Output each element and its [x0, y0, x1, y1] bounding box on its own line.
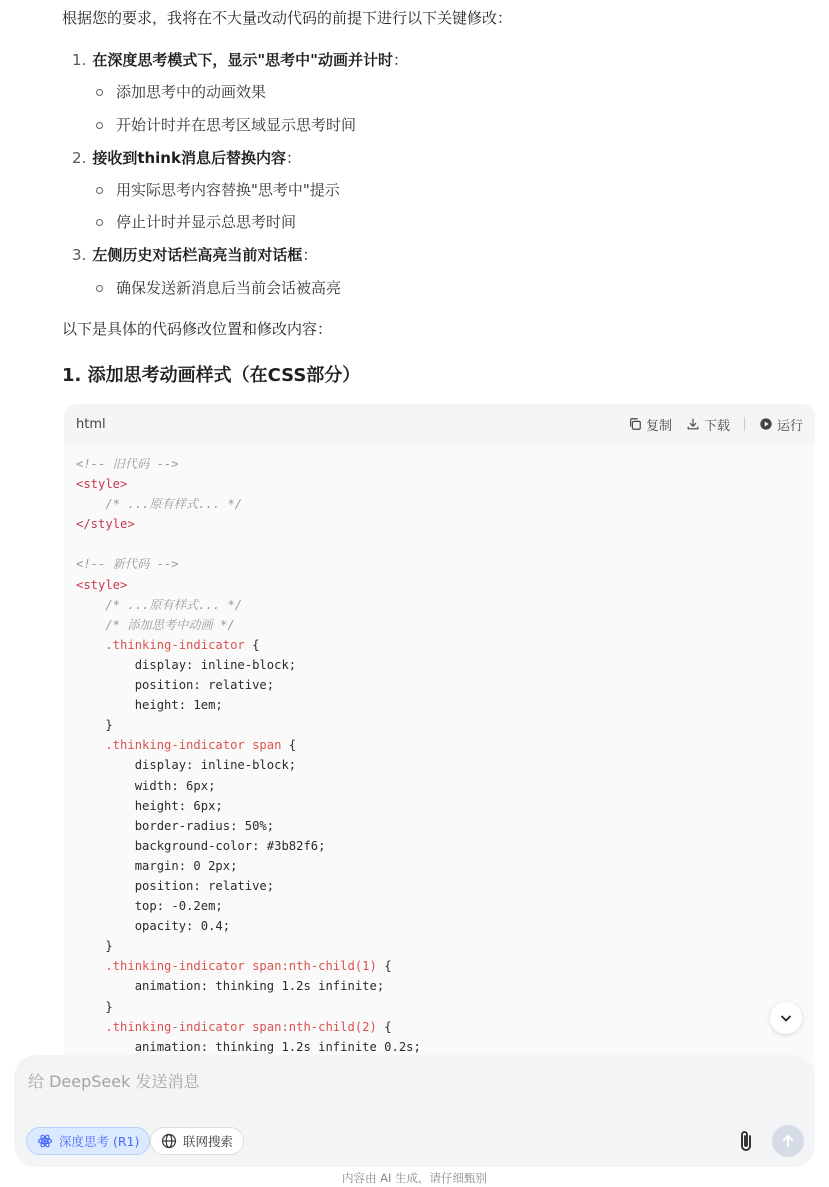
bullet-dot [96, 187, 103, 194]
code-toolbar [628, 415, 803, 434]
run-button[interactable] [759, 415, 803, 434]
paperclip-icon [736, 1129, 756, 1153]
list-number: 3. [72, 246, 87, 264]
arrow-up-icon [780, 1133, 796, 1149]
code-line: animation: thinking 1.2s infinite 0.2s; [76, 1039, 421, 1054]
list-item-1 [72, 50, 408, 70]
copy-label: 复制 [645, 418, 672, 434]
code-line: } [76, 939, 113, 954]
list-number: 2. [72, 149, 87, 167]
list-suffix: ： [285, 149, 301, 167]
code-line [76, 534, 803, 554]
code-line: height: 1em; [76, 698, 223, 713]
bullet-text: 开始计时并在思考区域显示思考时间 [116, 116, 357, 134]
code-line: } [76, 718, 113, 733]
code-line: height: 6px; [76, 798, 223, 813]
code-line: animation: thinking 1.2s infinite; [76, 979, 385, 994]
bullet-text: 添加思考中的动画效果 [116, 83, 267, 101]
code-line: /* 添加思考中动画 */ [76, 617, 235, 632]
followup-text: 以下是具体的代码修改位置和修改内容： [62, 320, 333, 338]
run-label: 运行 [776, 418, 803, 434]
web-search-label: 联网搜索 [183, 1134, 234, 1149]
code-content [64, 444, 815, 1057]
globe-icon [161, 1133, 177, 1149]
code-line: /* ...原有样式... */ [76, 497, 243, 512]
code-header [64, 404, 815, 444]
code-line: } [76, 999, 113, 1014]
code-line: position: relative; [76, 878, 275, 893]
section-heading: 1. 添加思考动画样式（在CSS部分） [62, 365, 361, 386]
bullet-item [96, 115, 356, 135]
code-line: .thinking-indicator span:nth-child(2) { [76, 1019, 392, 1034]
code-line: width: 6px; [76, 778, 216, 793]
atom-icon [37, 1133, 53, 1149]
message-composer [14, 1055, 815, 1167]
code-line: display: inline-block; [76, 758, 297, 773]
code-line: .thinking-indicator span:nth-child(1) { [76, 959, 392, 974]
bullet-text: 用实际思考内容替换"思考中"提示 [116, 181, 340, 199]
code-line: margin: 0 2px; [76, 858, 238, 873]
code-language: html [76, 416, 106, 432]
send-button[interactable] [772, 1125, 804, 1157]
bullet-item [96, 82, 266, 102]
web-search-toggle[interactable] [150, 1127, 244, 1155]
code-line: <!-- 旧代码 --> [76, 457, 179, 471]
attach-button[interactable] [734, 1127, 758, 1155]
bullet-dot [96, 89, 103, 96]
code-line: opacity: 0.4; [76, 919, 231, 934]
bullet-text: 停止计时并显示总思考时间 [116, 213, 297, 231]
list-suffix: ： [302, 246, 318, 264]
scroll-to-bottom-button[interactable] [770, 1002, 802, 1034]
bullet-dot [96, 122, 103, 129]
bullet-item [96, 278, 341, 298]
code-line: <!-- 新代码 --> [76, 557, 179, 572]
intro-text: 根据您的要求，我将在不大量改动代码的前提下进行以下关键修改： [62, 9, 513, 27]
bullet-item [96, 212, 296, 232]
play-icon [759, 417, 773, 431]
chevron-down-icon [778, 1010, 794, 1026]
list-title: 接收到think消息后替换内容 [92, 149, 286, 167]
code-line: <style> [76, 477, 128, 492]
code-block [64, 404, 815, 1104]
code-line: /* ...原有样式... */ [76, 597, 243, 612]
code-line: </style> [76, 517, 135, 532]
copy-button[interactable] [628, 415, 672, 434]
deep-think-toggle[interactable] [26, 1127, 150, 1155]
download-icon [686, 417, 700, 431]
list-title: 左侧历史对话栏高亮当前对话框 [92, 246, 303, 264]
toolbar-divider [744, 417, 745, 431]
download-button[interactable] [686, 415, 730, 434]
download-label: 下载 [703, 418, 730, 434]
code-line: top: -0.2em; [76, 899, 223, 914]
bullet-text: 确保发送新消息后当前会话被高亮 [116, 279, 342, 297]
bullet-item [96, 180, 340, 200]
list-item-2 [72, 148, 301, 168]
code-line: background-color: #3b82f6; [76, 838, 326, 853]
code-line: display: inline-block; [76, 657, 297, 672]
list-suffix: ： [392, 51, 408, 69]
bullet-dot [96, 285, 103, 292]
code-line: <style> [76, 577, 128, 592]
deep-think-label: 深度思考 (R1) [59, 1134, 140, 1149]
list-number: 1. [72, 51, 87, 69]
copy-icon [628, 417, 642, 431]
code-line: border-radius: 50%; [76, 818, 275, 833]
list-title: 在深度思考模式下，显示"思考中"动画并计时 [92, 51, 393, 69]
list-item-3 [72, 245, 317, 265]
message-input[interactable]: 给 DeepSeek 发送消息 [28, 1072, 200, 1091]
code-line: position: relative; [76, 678, 275, 693]
bullet-dot [96, 219, 103, 226]
disclaimer: 内容由 AI 生成，请仔细甄别 [341, 1171, 488, 1185]
code-line: .thinking-indicator span { [76, 738, 297, 753]
code-line: .thinking-indicator { [76, 637, 260, 652]
